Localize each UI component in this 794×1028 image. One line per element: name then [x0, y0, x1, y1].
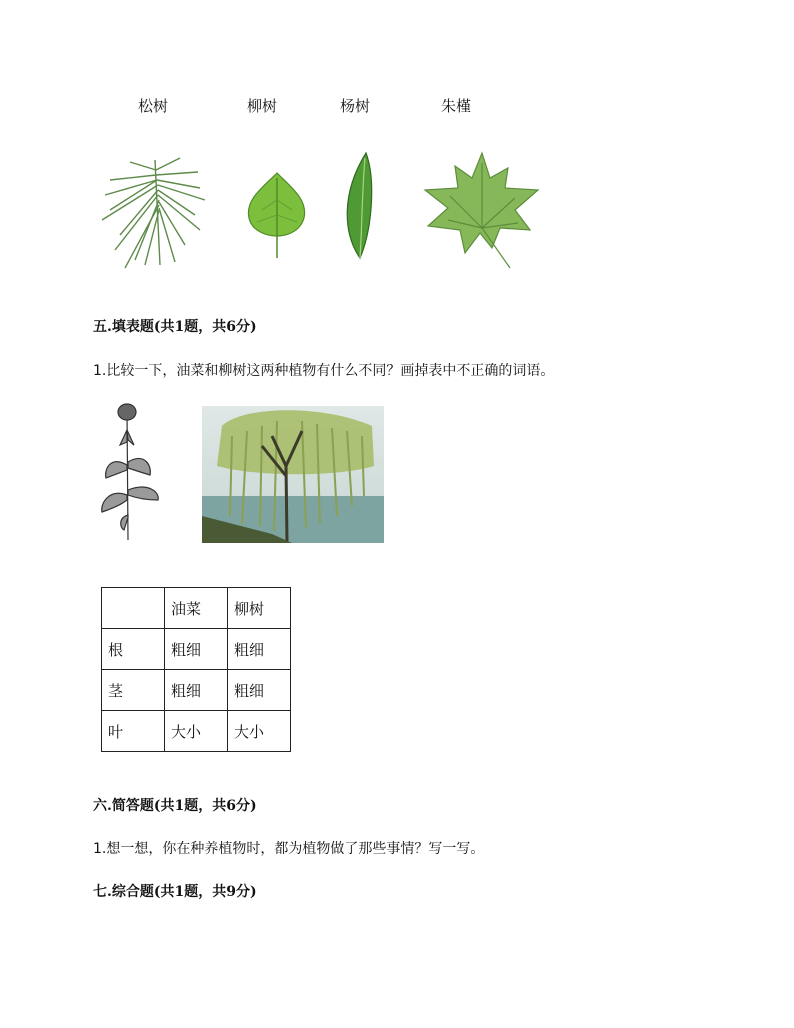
rapeseed-plant-image	[100, 400, 162, 545]
table-row	[102, 711, 291, 752]
table-cell[interactable]: 粗细	[165, 629, 228, 670]
section7-heading: 七.综合题(共1题，共9分)	[93, 884, 257, 900]
pine-needle-image	[100, 150, 210, 270]
willow-tree-image	[202, 406, 384, 543]
leaf-label-willow: 柳树	[247, 97, 278, 115]
table-header-cell: 油菜	[165, 588, 228, 629]
table-header-cell	[102, 588, 165, 629]
table-row	[102, 670, 291, 711]
table-header-cell: 柳树	[228, 588, 291, 629]
table-cell[interactable]: 粗细	[165, 670, 228, 711]
poplar-leaf-image	[338, 150, 378, 262]
section6-heading: 六.简答题(共1题，共6分)	[93, 798, 257, 814]
table-header-row	[102, 588, 291, 629]
section6-question: 1.想一想，你在种养植物时，都为植物做了那些事情？写一写。	[93, 841, 485, 857]
table-cell: 根	[102, 629, 165, 670]
hibiscus-leaf-image	[420, 148, 545, 270]
section5-question: 1.比较一下，油菜和柳树这两种植物有什么不同？画掉表中不正确的词语。	[93, 363, 555, 379]
table-row	[102, 629, 291, 670]
leaf-label-poplar: 杨树	[340, 97, 371, 115]
willow-leaf-image	[242, 170, 312, 262]
table-cell[interactable]: 大小	[228, 711, 291, 752]
table-cell[interactable]: 大小	[165, 711, 228, 752]
leaf-label-pine: 松树	[138, 97, 169, 115]
table-cell: 茎	[102, 670, 165, 711]
table-cell[interactable]: 粗细	[228, 629, 291, 670]
leaf-label-hibiscus: 朱槿	[441, 97, 472, 115]
comparison-table	[101, 587, 291, 752]
table-cell[interactable]: 粗细	[228, 670, 291, 711]
table-cell: 叶	[102, 711, 165, 752]
section5-heading: 五.填表题(共1题，共6分)	[93, 319, 257, 335]
